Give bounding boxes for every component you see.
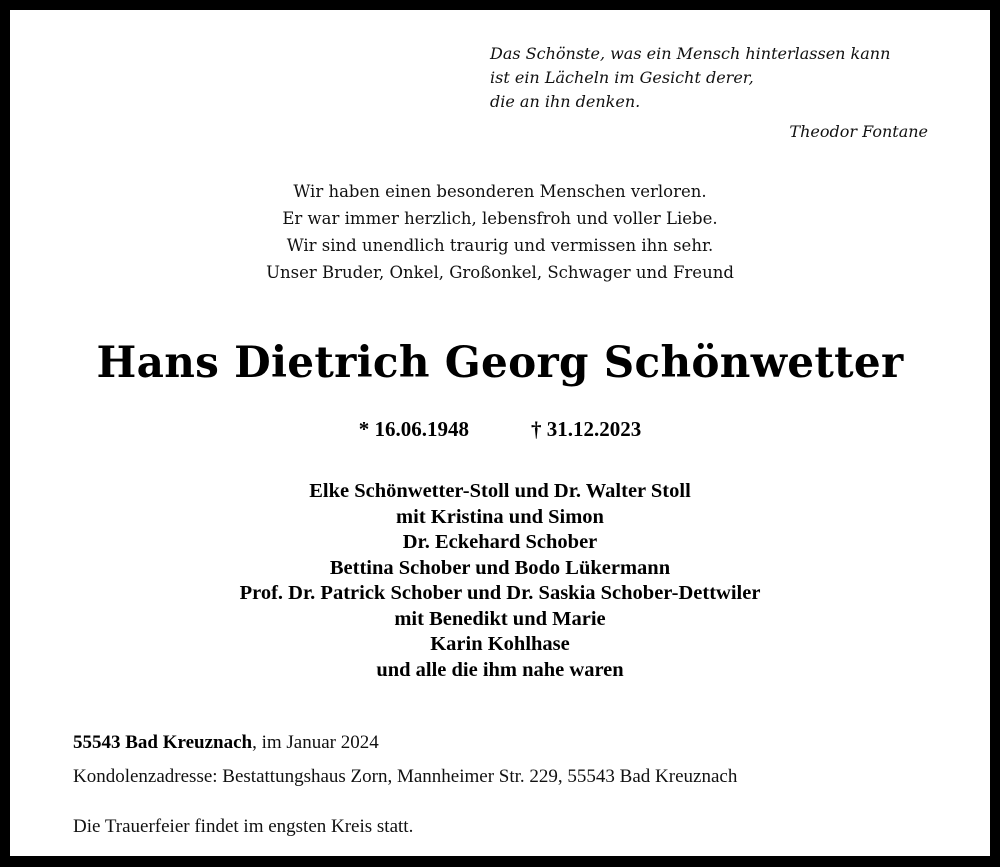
mourner-line: Elke Schönwetter-Stoll und Dr. Walter Stoll (309, 480, 691, 502)
death-date: † 31.12.2023 (531, 417, 642, 441)
mourner-line: und alle die ihm nahe waren (376, 658, 624, 681)
date-text: , im Januar 2024 (252, 732, 379, 753)
epigraph-quote (490, 42, 928, 144)
mourner-line: mit Kristina und Simon (396, 505, 604, 528)
birth-date: * 16.06.1948 (358, 417, 469, 441)
place-date-line (73, 729, 973, 757)
intro-text (10, 178, 990, 286)
obituary-notice (10, 10, 990, 856)
mourner-line: Bettina Schober und Bodo Lükermann (329, 556, 671, 579)
deceased-name: Hans Dietrich Georg Schönwetter (96, 338, 904, 388)
mourner-line: Prof. Dr. Patrick Schober und Dr. Saskia Schober-Dettwiler (239, 582, 761, 604)
mourner-line: mit Benedikt und Marie (394, 607, 606, 630)
mourner-line: Dr. Eckehard Schober (402, 531, 598, 553)
quote-author: Theodor Fontane (789, 122, 928, 141)
mourner-line: Karin Kohlhase (430, 633, 570, 655)
quote-line: ist ein Lächeln im Gesicht derer, (490, 68, 754, 87)
intro-line: Wir sind unendlich traurig und vermissen ihn sehr. (286, 236, 714, 255)
ceremony-note: Die Trauerfeier findet im engsten Kreis statt. (73, 816, 414, 837)
intro-line: Unser Bruder, Onkel, Großonkel, Schwager und Freund (266, 263, 734, 282)
quote-line: die an ihn denken. (490, 92, 641, 111)
intro-line: Er war immer herzlich, lebensfroh und voller Liebe. (282, 209, 718, 228)
life-dates (10, 415, 990, 443)
quote-line: Das Schönste, was ein Mensch hinterlassen kann (490, 44, 891, 63)
intro-line: Wir haben einen besonderen Menschen verloren. (293, 182, 707, 201)
place: 55543 Bad Kreuznach (73, 732, 253, 753)
condolence-address: Kondolenzadresse: Bestattungshaus Zorn, Mannheimer Str. 229, 55543 Bad Kreuznach (73, 766, 738, 787)
notice-footer (73, 729, 973, 840)
mourners-list (10, 479, 990, 683)
